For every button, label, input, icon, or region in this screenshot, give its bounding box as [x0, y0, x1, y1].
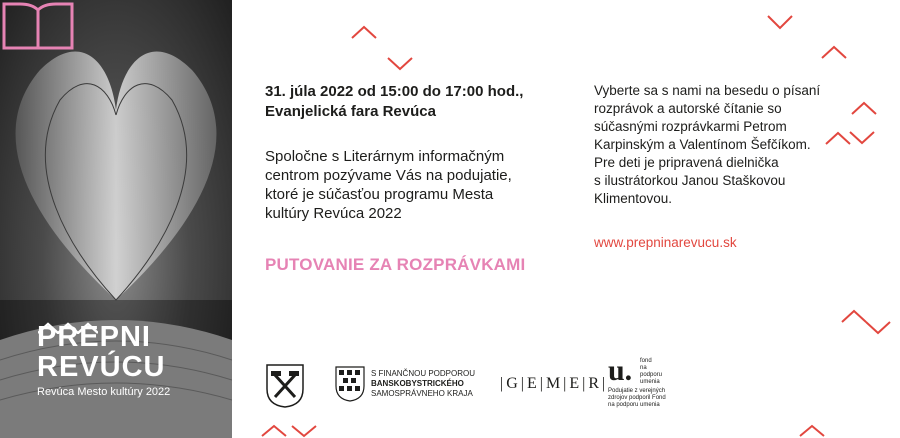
intro-line: ktoré je súčasťou programu Mesta	[265, 186, 494, 203]
description-line: rozprávok a autorské čítanie so	[594, 101, 782, 116]
intro-line: centrom pozývame Vás na podujatie,	[265, 167, 512, 184]
intro-line: kultúry Revúca 2022	[265, 205, 402, 222]
region-sponsor-logo	[335, 366, 475, 402]
brand-tagline: Revúca Mesto kultúry 2022	[37, 386, 171, 398]
event-venue: Evanjelická fara Revúca	[265, 103, 436, 120]
fond-logo	[608, 354, 666, 409]
town-crest	[265, 363, 305, 409]
intro-line: Spoločne s Literárnym informačným	[265, 148, 505, 165]
description-line: Vyberte sa s nami na besedu o písaní	[594, 83, 821, 98]
description-line: s ilustrátorkou Janou Staškovou	[594, 173, 786, 188]
description-line: Pre deti je pripravená dielnička	[594, 155, 779, 170]
fond-mark: u.	[608, 354, 633, 387]
event-date: 31. júla 2022 od 15:00 do 17:00 hod.,	[265, 83, 524, 100]
fond-note: Podujatie z verejných zdrojov podporil Fond na podporu umenia	[608, 388, 666, 408]
financial-line-1: S FINANČNOU PODPOROU	[371, 369, 476, 378]
description-line: Karpinským a Valentínom Šefčíkom.	[594, 137, 811, 152]
brand-word-2: REVÚCU	[37, 351, 166, 383]
website-link[interactable]: www.prepninarevucu.sk	[594, 235, 737, 250]
financial-line-2: BANSKOBYSTRICKÉHO	[371, 379, 464, 388]
description-line: Klimentovou.	[594, 191, 673, 206]
financial-line-3: SAMOSPRÁVNEHO KRAJA	[371, 389, 473, 398]
description-line: súčasnými rozprávkarmi Petrom	[594, 119, 787, 134]
region-crest	[335, 366, 365, 402]
fond-name: fond na podporu umenia	[640, 358, 663, 385]
brand-word-1: PREPNI	[37, 321, 151, 353]
gemer-logo: |G|E|M|E|R|	[500, 375, 609, 392]
event-title: PUTOVANIE ZA ROZPRÁVKAMI	[265, 255, 526, 274]
